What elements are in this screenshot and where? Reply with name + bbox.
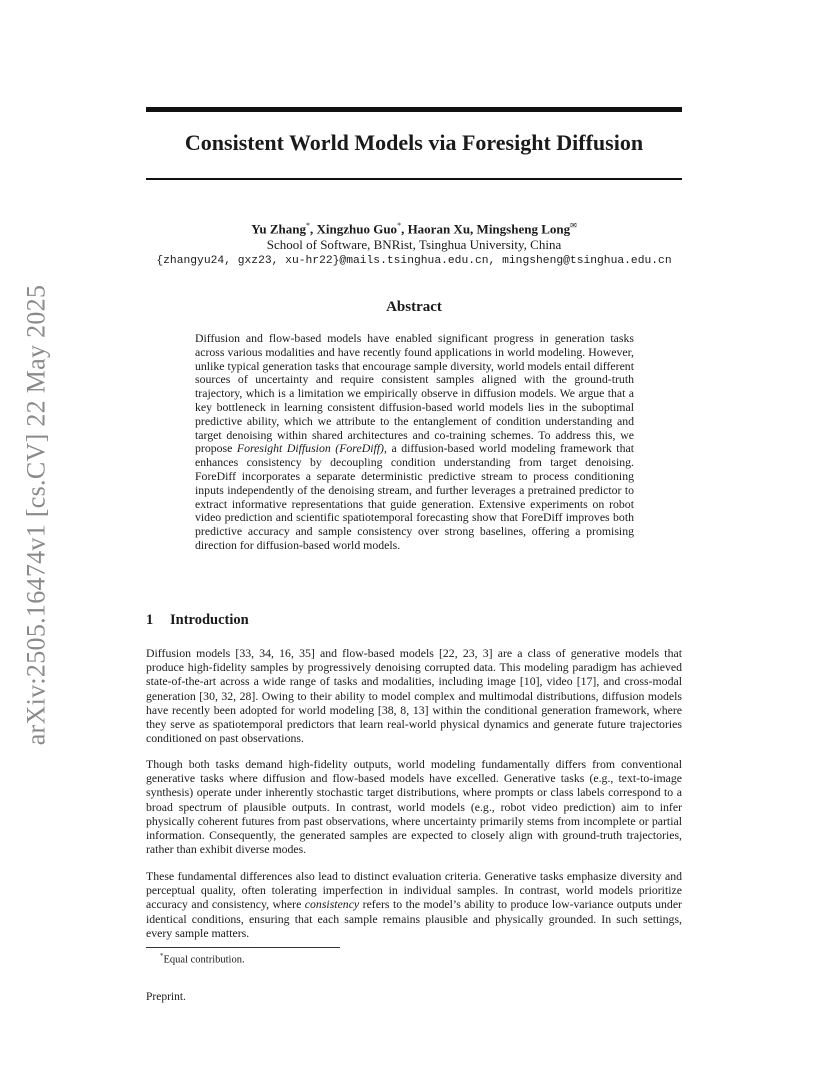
corresponding-author-icon: ✉ [570, 221, 577, 230]
footnote-rule [146, 947, 340, 948]
equal-contribution-mark: * [306, 221, 310, 230]
title-top-rule [146, 107, 682, 112]
footnote-mark: * [160, 952, 164, 960]
paragraph-text: These fundamental differences also lead to distinct evaluation criteria. Generative tasks emphasize diversity and perceptual quality, often tolerating imperfection in individual samples. In contrast, world models prioritize accuracy and consistency, where [146, 869, 682, 912]
author-name: Xingzhuo Guo [316, 221, 398, 237]
intro-paragraph-2: Though both tasks demand high-fidelity outputs, world modeling fundamentally differs from conventional generative tasks where diffusion and flow-based models have excelled. Generative tasks (e.g., text-to-image synthesis) operate under inherently stochastic target distributions, where prompts or class labels correspond to a broad spectrum of plausible outputs. In contrast, world models (e.g., robot video prediction) aim to infer physically coherent futures from past observations, where uncertainty primarily stems from incomplete or partial information. Consequently, the generated samples are expected to closely align with ground-truth trajectories, rather than exhibit diverse modes. [146, 757, 682, 857]
arxiv-identifier-text: arXiv:2505.16474v1 [cs.CV] 22 May 2025 [21, 284, 51, 746]
arxiv-identifier [14, 270, 58, 760]
emphasized-term: consistency [304, 897, 360, 912]
intro-paragraph-1: Diffusion models [33, 34, 16, 35] and flow-based models [22, 23, 3] are a class of generative models that produce high-fidelity samples by progressively denoising corrupted data. This modeling paradigm has achieved state-of-the-art across a wide range of tasks and modalities, including image [10], video [17], and cross-modal generation [30, 32, 28]. Owing to their ability to model complex and multimodal distributions, diffusion models have recently been adopted for world modeling [38, 8, 13] within the conditional generation framework, where they serve as spatiotemporal predictors that learn real-world physical dynamics and generate future trajectories conditioned on past observations. [146, 646, 682, 746]
abstract-method-name: Foresight Diffusion (ForeDiff) [236, 441, 384, 456]
author-names: Yu Zhang*, Xingzhuo Guo*, Haoran Xu, Mingsheng Long✉ [251, 221, 577, 237]
title-bottom-rule [146, 178, 682, 180]
equal-contribution-mark: * [397, 221, 402, 230]
author-emails: {zhangyu24, gxz23, xu-hr22}@mails.tsinghua.edu.cn, mingsheng@tsinghua.edu.cn [156, 255, 672, 268]
section-title: Introduction [170, 612, 249, 628]
author-name: Mingsheng Long [476, 221, 571, 237]
section-heading [146, 612, 249, 629]
author-name: Haoran Xu [407, 221, 471, 237]
abstract-text: Diffusion and flow-based models have enabled significant progress in generation tasks across various modalities and have recently found applications in world modeling. However, unlike typical generation tasks that encourage sample diversity, world models entail different sources of uncertainty and require consistent samples aligned with the ground-truth trajectory, which is a limitation we empirically observe in diffusion models. We argue that a key bottleneck in learning consistent diffusion-based world models lies in the suboptimal predictive ability, which we attribute to the entanglement of condition understanding and target denoising within shared architectures and co-training schemes. To address this, we propose [195, 331, 634, 456]
abstract-heading: Abstract [386, 299, 442, 315]
footnote-text: Equal contribution. [163, 954, 245, 966]
footnote [160, 952, 245, 966]
intro-paragraph-3 [146, 869, 682, 940]
author-name: Yu Zhang [251, 221, 306, 237]
section-number: 1 [146, 612, 154, 628]
affiliation: School of Software, BNRist, Tsinghua University, China [266, 237, 562, 253]
paragraph-text: refers to the model’s ability to produce low-variance outputs under identical conditions, ensuring that each sample remains plausible and physically grounded. In such settings, every sample matters. [146, 897, 682, 940]
abstract-text: , a diffusion-based world modeling framework that enhances consistency by decoupling condition understanding from target denoising. ForeDiff incorporates a separate deterministic predictive stream to process conditioning inputs independently of the denoising stream, and further leverages a pretrained predictor to extract informative representations that guide generation. Extensive experiments on robot video prediction and scientific spatiotemporal forecasting show that ForeDiff improves both predictive accuracy and sample consistency over strong baselines, offering a promising direction for diffusion-based world models. [195, 441, 634, 552]
page-footer: Preprint. [146, 991, 186, 1003]
author-block [120, 218, 708, 269]
abstract-body [195, 332, 634, 553]
paper-title: Consistent World Models via Foresight Diffusion [184, 130, 644, 155]
